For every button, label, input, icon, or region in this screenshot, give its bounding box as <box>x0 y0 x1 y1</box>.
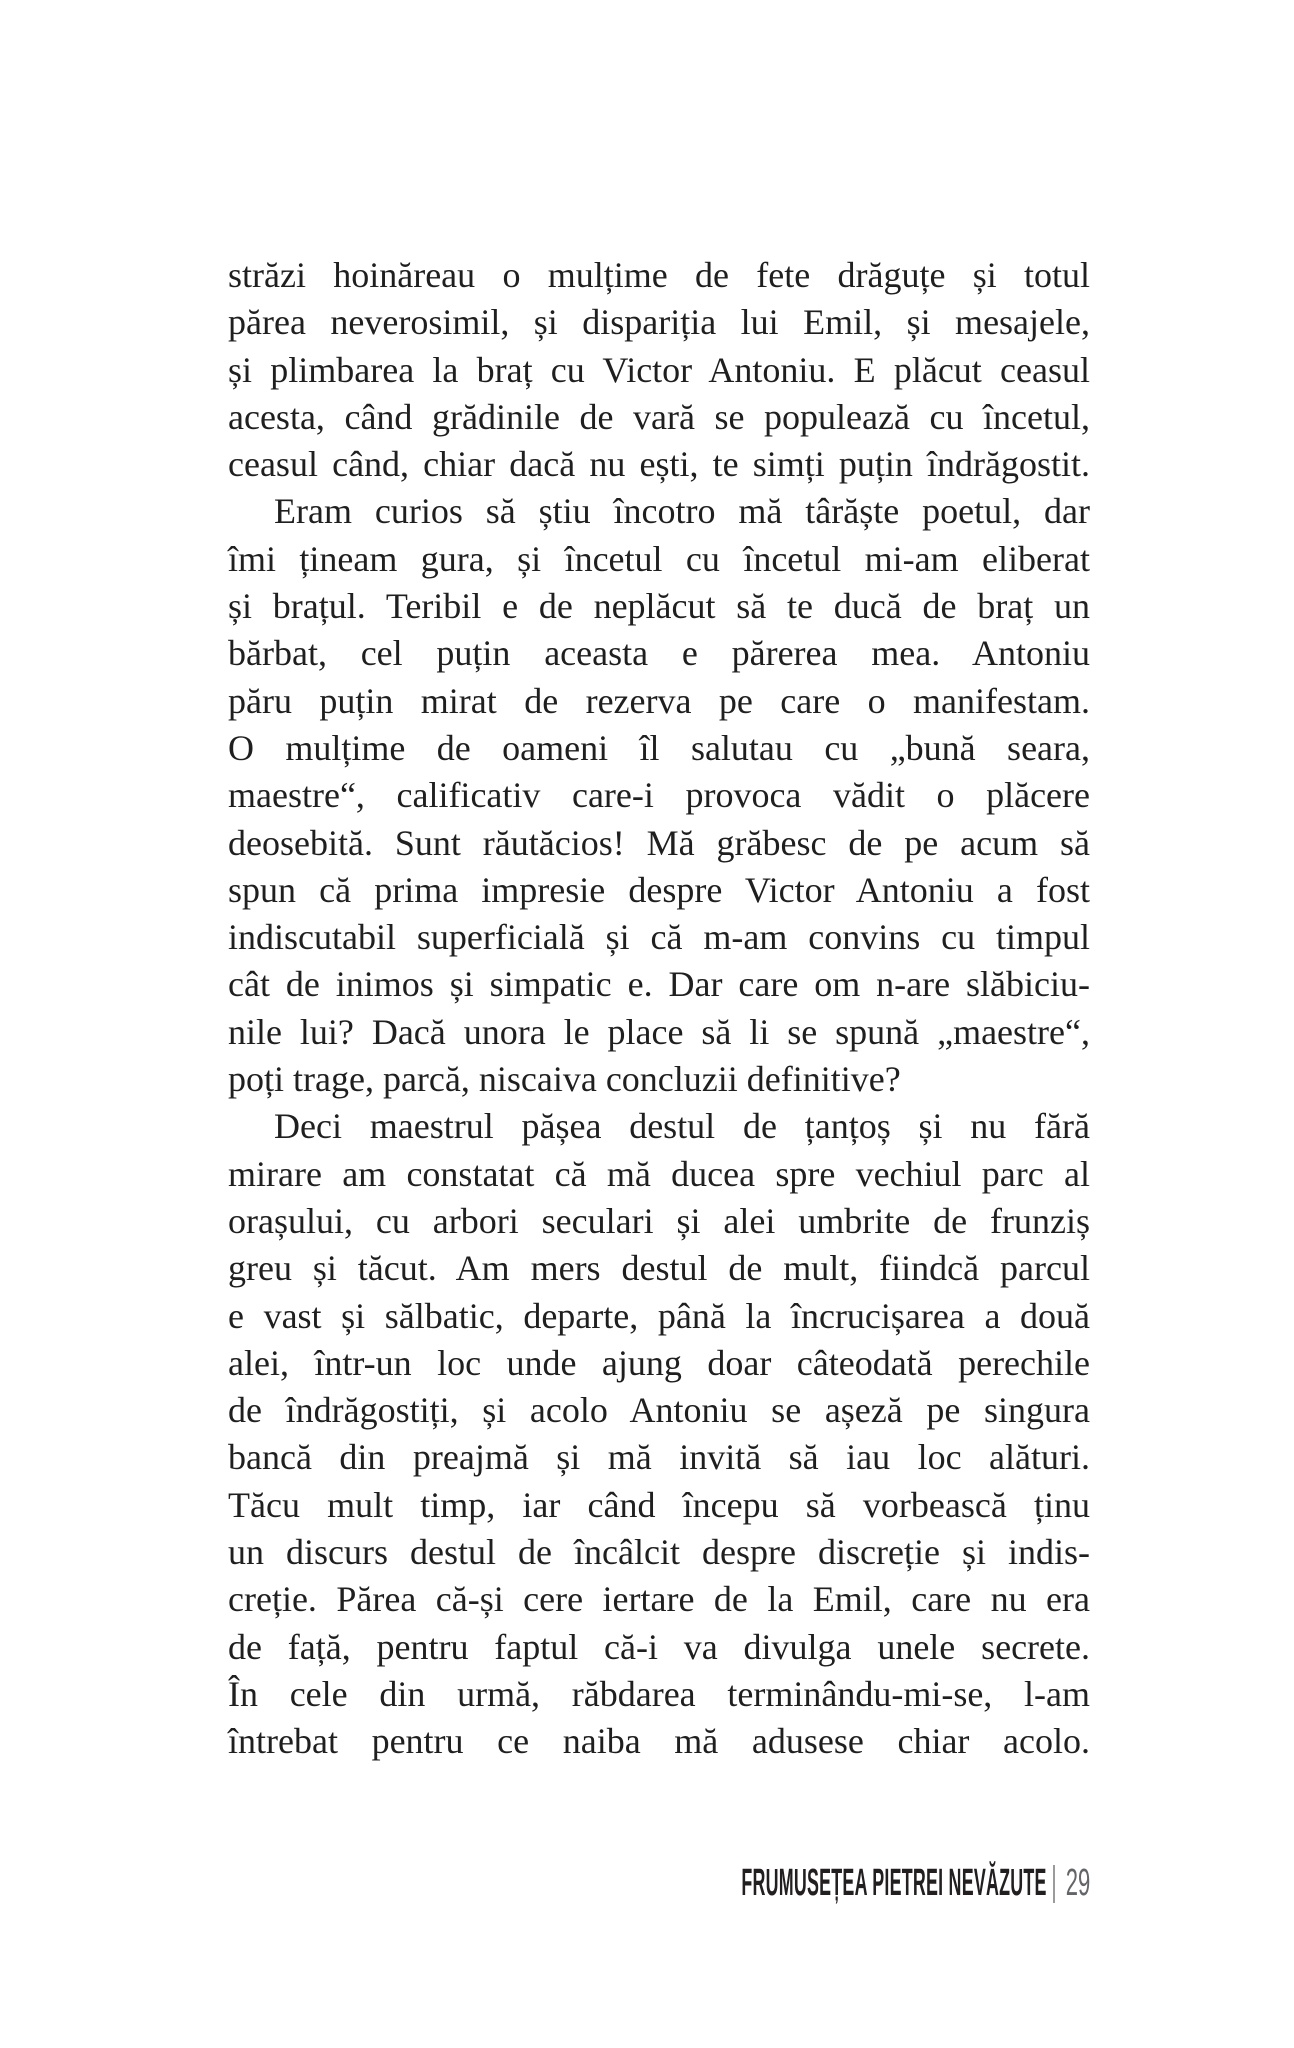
page-footer <box>0 1850 1294 1940</box>
text-line: spun că prima impresie despre Victor Antoniu a fost <box>228 869 1090 910</box>
text-line: alei, într-un loc unde ajung doar câteodată perechile <box>228 1342 1090 1383</box>
text-line: străzi hoinăreau o mulțime de fete drăguțe și totul <box>228 255 1090 295</box>
text-line: de îndrăgostiți, și acolo Antoniu se așeză pe singura <box>228 1390 1090 1431</box>
text-line: și plimbarea la braț cu Victor Antoniu. E plăcut ceasul <box>228 349 1090 390</box>
text-line: cât de inimos și simpatic e. Dar care om n-are slăbiciu- <box>228 964 1090 1005</box>
text-line: bărbat, cel puțin aceasta e părerea mea. Antoniu <box>228 633 1090 674</box>
page-number: 29 <box>1065 1862 1090 1904</box>
text-line: În cele din urmă, răbdarea terminându-mi-se, l-am <box>228 1673 1090 1714</box>
footer-divider <box>1053 1865 1055 1903</box>
text-line: creție. Părea că-și cere iertare de la Emil, care nu era <box>228 1579 1090 1620</box>
text-line: greu și tăcut. Am mers destul de mult, fiindcă parcul <box>228 1248 1090 1289</box>
text-line: Deci maestrul pășea destul de țanțoș și nu fără <box>274 1106 1090 1147</box>
text-line: ceasul când, chiar dacă nu ești, te simți puțin îndrăgostit. <box>228 444 1090 485</box>
text-line: indiscutabil superficială și că m-am convins cu timpul <box>228 917 1090 958</box>
text-line: maestre“, calificativ care-i provoca vădit o plăcere <box>228 775 1090 816</box>
text-line: mirare am constatat că mă ducea spre vechiul parc al <box>228 1153 1090 1194</box>
text-line: acesta, când grădinile de vară se populează cu încetul, <box>228 396 1090 437</box>
text-line: bancă din preajmă și mă invită să iau loc alături. <box>228 1437 1090 1478</box>
body-text <box>228 252 1090 1766</box>
text-line: de față, pentru faptul că-i va divulga unele secrete. <box>228 1626 1090 1667</box>
text-line: îmi țineam gura, și încetul cu încetul mi-am eliberat <box>228 538 1090 579</box>
text-line: părea neverosimil, și dispariția lui Emil, și mesajele, <box>228 302 1090 343</box>
text-line: întrebat pentru ce naiba mă adusese chiar acolo. <box>228 1721 1090 1762</box>
text-line: deosebită. Sunt răutăcios! Mă grăbesc de pe acum să <box>228 822 1090 863</box>
text-line: e vast și sălbatic, departe, până la încrucișarea a două <box>228 1295 1090 1336</box>
text-line: nile lui? Dacă unora le place să li se spună „maestre“, <box>228 1011 1090 1052</box>
text-line: orașului, cu arbori seculari și alei umbrite de frunziș <box>228 1200 1090 1241</box>
text-line: Tăcu mult timp, iar când începu să vorbească ținu <box>228 1484 1090 1525</box>
text-line: și brațul. Teribil e de neplăcut să te ducă de braț un <box>228 586 1090 627</box>
text-line: poți trage, parcă, niscaiva concluzii definitive? <box>228 1059 901 1100</box>
text-line: păru puțin mirat de rezerva pe care o manifestam. <box>228 680 1090 721</box>
text-line: O mulțime de oameni îl salutau cu „bună seara, <box>228 727 1090 768</box>
text-line: un discurs destul de încâlcit despre discreție și indis- <box>228 1532 1090 1573</box>
text-line: Eram curios să știu încotro mă târăște poetul, dar <box>274 491 1090 532</box>
running-title: FRUMUSEȚEA PIETREI NEVĂZUTE <box>741 1862 1047 1904</box>
